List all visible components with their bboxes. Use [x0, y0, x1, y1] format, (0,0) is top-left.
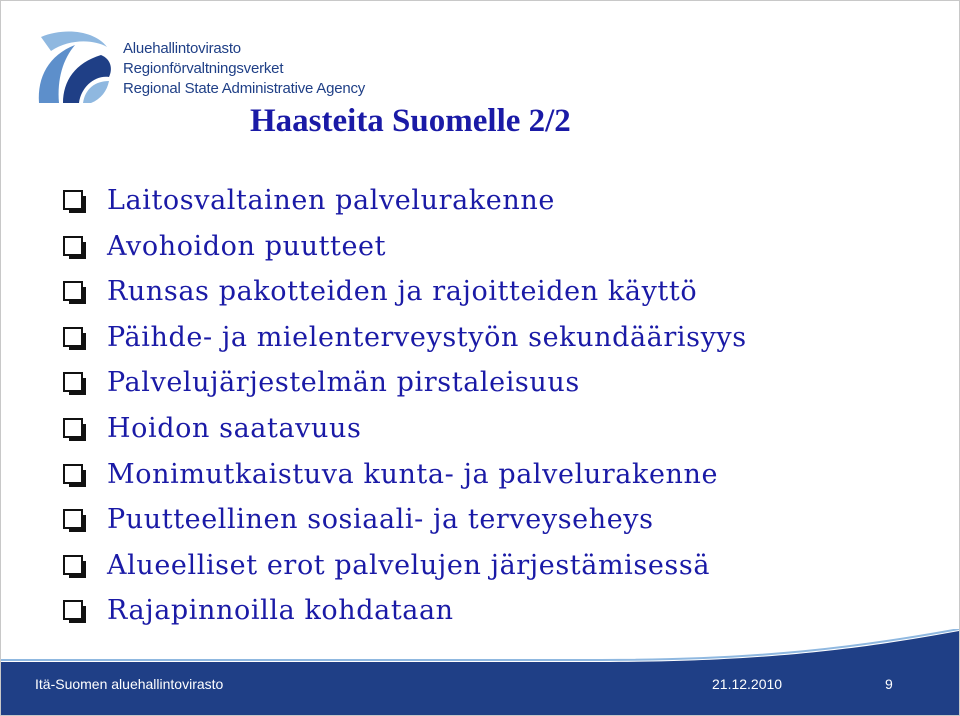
checkbox-bullet-icon — [63, 509, 87, 533]
bullet-text: Hoidon saatavuus — [107, 412, 362, 444]
checkbox-bullet-icon — [63, 555, 87, 579]
slide-title: Haasteita Suomelle 2/2 — [250, 103, 571, 139]
agency-logo — [35, 29, 395, 107]
bullet-text: Palvelujärjestelmän pirstaleisuus — [107, 367, 580, 399]
checkbox-bullet-icon — [63, 600, 87, 624]
logo-line-finnish: Aluehallintovirasto — [123, 40, 241, 57]
logo-line-swedish: Regionförvaltningsverket — [123, 60, 284, 77]
checkbox-bullet-icon — [63, 190, 87, 214]
checkbox-bullet-icon — [63, 281, 87, 305]
bullet-text: Monimutkaistuva kunta- ja palvelurakenne — [107, 458, 719, 490]
logo-line-english: Regional State Administrative Agency — [123, 80, 366, 97]
bullet-text: Rajapinnoilla kohdataan — [107, 595, 454, 627]
footer-page-number: 9 — [885, 676, 893, 692]
agency-logo-mark-icon — [35, 29, 115, 107]
checkbox-bullet-icon — [63, 236, 87, 260]
bullet-text: Alueelliset erot palvelujen järjestämisessä — [107, 549, 711, 581]
footer-date: 21.12.2010 — [712, 676, 783, 692]
checkbox-bullet-icon — [63, 418, 87, 442]
checkbox-bullet-icon — [63, 464, 87, 488]
bullet-text: Päihde- ja mielenterveystyön sekundäärisyys — [107, 321, 747, 353]
bullet-text: Avohoidon puutteet — [107, 230, 387, 262]
bullet-text: Puutteellinen sosiaali- ja terveyseheys — [107, 504, 654, 536]
checkbox-bullet-icon — [63, 372, 87, 396]
bullet-text: Runsas pakotteiden ja rajoitteiden käyttö — [107, 276, 698, 308]
footer-organization: Itä-Suomen aluehallintovirasto — [35, 676, 224, 692]
bullet-text: Laitosvaltainen palvelurakenne — [107, 185, 555, 216]
checkbox-bullet-icon — [63, 327, 87, 351]
